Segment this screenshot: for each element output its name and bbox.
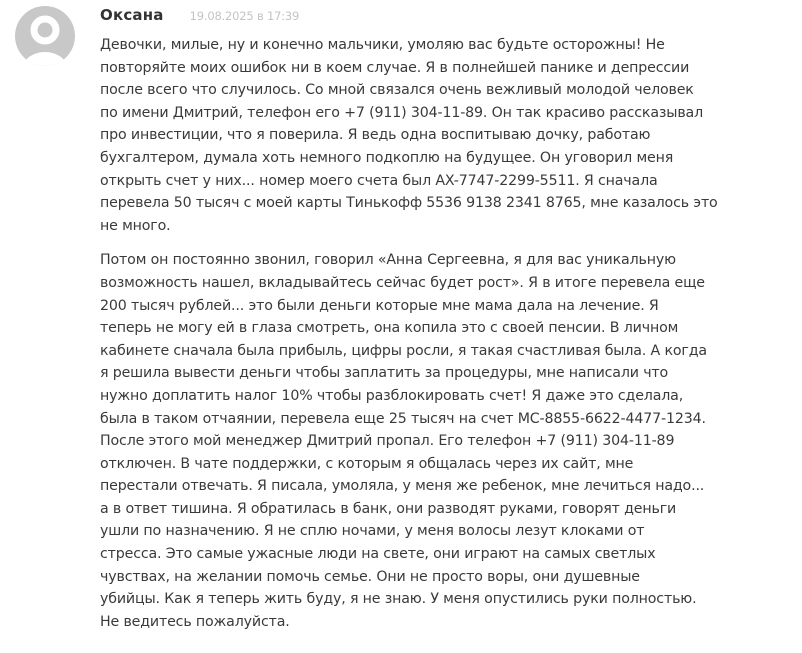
comment-line: была в таком отчаянии, перевела еще 25 тысяч на счет MC-8855-6622-4477-1234. bbox=[100, 410, 706, 427]
user-avatar-icon bbox=[15, 6, 75, 66]
comment-line: перевела 50 тысяч с моей карты Тинькофф 5536 9138 2341 8765, мне казалось это bbox=[100, 195, 718, 212]
comment-line: Не ведитесь пожалуйста. bbox=[100, 613, 290, 630]
comment-line: возможность нашел, вкладывайтесь сейчас будет рост». Я в итоге перевела еще bbox=[100, 274, 705, 291]
comment-line: я решила вывести деньги чтобы заплатить за процедуры, мне написали что bbox=[100, 365, 669, 382]
comment-meta bbox=[100, 6, 790, 34]
comment-line: теперь не могу ей в глаза смотреть, она копила это с своей пенсии. В личном bbox=[100, 320, 679, 337]
comment-line: перестали отвечать. Я писала, умоляла, у меня же ребенок, мне лечиться надо... bbox=[100, 478, 705, 495]
comment-line: стресса. Это самые ужасные люди на свете, они играют на самых светлых bbox=[100, 546, 656, 563]
comment-line: по имени Дмитрий, телефон его +7 (911) 304-11-89. Он так красиво рассказывал bbox=[100, 104, 704, 121]
comment-line: отключен. В чате поддержки, с которым я общалась через их сайт, мне bbox=[100, 455, 634, 472]
comment-line: не много. bbox=[100, 217, 171, 234]
comment-line: повторяйте моих ошибок ни в коем случае. Я в полнейшей панике и депрессии bbox=[100, 59, 690, 76]
comment-line: а в ответ тишина. Я обратилась в банк, они разводят руками, говорят деньги bbox=[100, 500, 677, 517]
comment-paragraph bbox=[100, 249, 790, 633]
comment-author[interactable]: Оксана bbox=[100, 6, 164, 24]
comment-line: чувствах, на желании помочь семье. Они не просто воры, они душевные bbox=[100, 568, 640, 585]
comment-paragraph bbox=[100, 34, 790, 237]
comment-line: После этого мой менеджер Дмитрий пропал. Его телефон +7 (911) 304-11-89 bbox=[100, 433, 675, 450]
comment-line: Девочки, милые, ну и конечно мальчики, умоляю вас будьте осторожны! Не bbox=[100, 37, 665, 53]
comment-line: нужно доплатить налог 10% чтобы разблокировать счет! Я даже это сделала, bbox=[100, 387, 684, 404]
comment-line: про инвестиции, что я поверила. Я ведь одна воспитываю дочку, работаю bbox=[100, 127, 651, 144]
avatar[interactable] bbox=[15, 6, 75, 66]
comment-line: после всего что случилось. Со мной связался очень вежливый молодой человек bbox=[100, 82, 694, 99]
comment-line: открыть счет у них... номер моего счета был AX-7747-2299-5511. Я сначала bbox=[100, 172, 658, 189]
comment-line: Потом он постоянно звонил, говорил «Анна Сергеевна, я для вас уникальную bbox=[100, 252, 676, 269]
comment-line: убийцы. Как я теперь жить буду, я не знаю. У меня опустились руки полностью. bbox=[100, 591, 697, 608]
comment-line: ушли по назначению. Я не сплю ночами, у меня волосы лезут клоками от bbox=[100, 523, 645, 540]
comment-date: 19.08.2025 в 17:39 bbox=[189, 9, 300, 23]
comment-line: кабинете сначала была прибыль, цифры росли, я такая счастливая была. А когда bbox=[100, 342, 707, 359]
comment-text bbox=[100, 34, 790, 633]
comment-body bbox=[100, 6, 790, 645]
comment-line: 200 тысяч рублей... это были деньги которые мне мама дала на лечение. Я bbox=[100, 297, 659, 314]
comment-line: бухгалтером, думала хоть немного подкоплю на будущее. Он уговорил меня bbox=[100, 149, 674, 166]
